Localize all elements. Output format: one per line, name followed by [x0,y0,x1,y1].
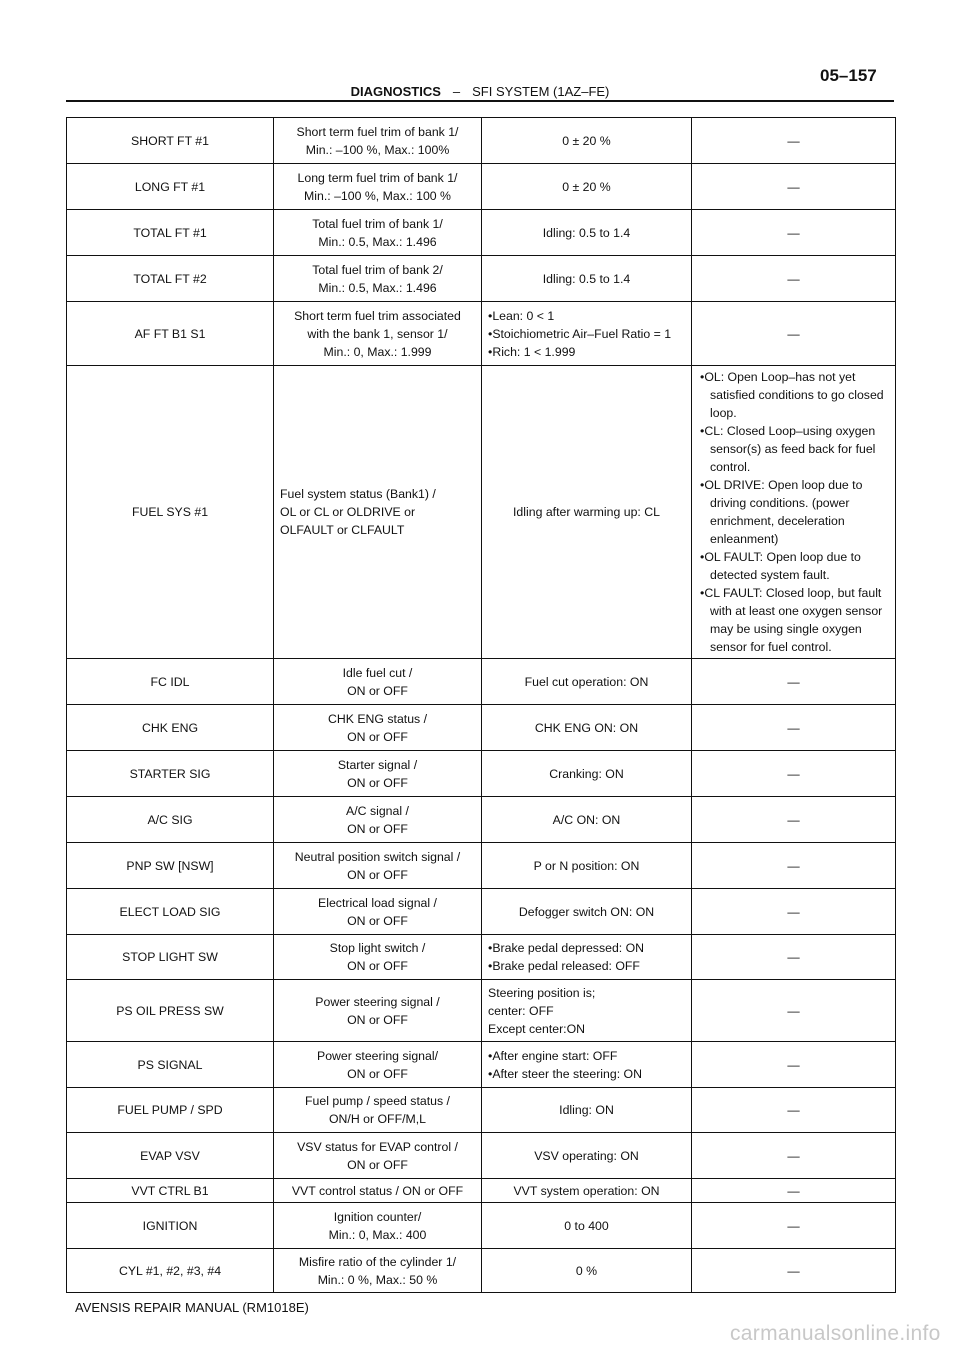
normal-condition-cell: VSV operating: ON [482,1133,692,1179]
normal-condition-cell: 0 % [482,1249,692,1293]
header-separator: – [452,84,461,99]
diagnostic-note-cell: — [692,210,896,256]
normal-condition-list [488,1047,685,1083]
list-item: • Lean: 0 < 1 [488,307,685,325]
manual-footer: AVENSIS REPAIR MANUAL (RM1018E) [75,1300,309,1315]
diagnostic-data-table [66,117,896,1293]
item-cell: EVAP VSV [67,1133,274,1179]
item-cell: ELECT LOAD SIG [67,889,274,935]
table-row [67,797,896,843]
item-cell: FUEL SYS #1 [67,366,274,659]
table-row [67,1088,896,1133]
measurement-cell: Power steering signal/ ON or OFF [274,1042,482,1088]
table-row [67,118,896,164]
list-item: • CL FAULT: Closed loop, but fault with at least one oxygen sensor may be using single oxygen sensor for fuel control. [698,584,889,656]
diagnostic-note-cell: — [692,302,896,366]
normal-condition-cell [482,302,692,366]
item-cell: FUEL PUMP / SPD [67,1088,274,1133]
normal-condition-cell: CHK ENG ON: ON [482,705,692,751]
table-row [67,751,896,797]
measurement-cell: Fuel pump / speed status / ON/H or OFF/M,L [274,1088,482,1133]
normal-condition-list [488,939,685,975]
table-row [67,705,896,751]
diagnostic-note-cell: — [692,1249,896,1293]
header-rule [66,100,894,102]
diagnostic-note-cell: — [692,1203,896,1249]
normal-condition-cell: P or N position: ON [482,843,692,889]
item-cell: A/C SIG [67,797,274,843]
diagnostic-note-cell: — [692,256,896,302]
measurement-cell: Idle fuel cut / ON or OFF [274,659,482,705]
item-cell: STARTER SIG [67,751,274,797]
measurement-cell: Total fuel trim of bank 1/ Min.: 0.5, Max.: 1.496 [274,210,482,256]
diagnostic-note-cell: — [692,164,896,210]
item-cell: SHORT FT #1 [67,118,274,164]
measurement-cell: Total fuel trim of bank 2/ Min.: 0.5, Max.: 1.496 [274,256,482,302]
list-item: • OL: Open Loop–has not yet satisfied conditions to go closed loop. [698,368,889,422]
diagnostic-note-cell: — [692,935,896,980]
page-header [0,84,960,99]
measurement-cell: Short term fuel trim associated with the bank 1, sensor 1/ Min.: 0, Max.: 1.999 [274,302,482,366]
diagnostic-note-cell [692,366,896,659]
normal-condition-cell: Fuel cut operation: ON [482,659,692,705]
measurement-cell: Long term fuel trim of bank 1/ Min.: –100 %, Max.: 100 % [274,164,482,210]
fuel-system-status-list [698,368,889,656]
list-item: • Stoichiometric Air–Fuel Ratio = 1 [488,325,685,343]
normal-condition-cell: Steering position is; center: OFF Except center:ON [482,980,692,1042]
measurement-cell: Starter signal / ON or OFF [274,751,482,797]
normal-condition-cell: VVT system operation: ON [482,1179,692,1203]
normal-condition-cell: 0 ± 20 % [482,118,692,164]
diagnostic-note-cell: — [692,1133,896,1179]
table-row [67,1042,896,1088]
measurement-cell: Ignition counter/ Min.: 0, Max.: 400 [274,1203,482,1249]
normal-condition-cell [482,935,692,980]
item-cell: TOTAL FT #2 [67,256,274,302]
diagnostic-note-cell: — [692,889,896,935]
header-section: DIAGNOSTICS [350,84,441,99]
table-row [67,935,896,980]
table-row [67,164,896,210]
measurement-cell: A/C signal / ON or OFF [274,797,482,843]
item-cell: CHK ENG [67,705,274,751]
measurement-cell: Fuel system status (Bank1) / OL or CL or OLDRIVE or OLFAULT or CLFAULT [274,366,482,659]
item-cell: IGNITION [67,1203,274,1249]
list-item: • After engine start: OFF [488,1047,685,1065]
normal-condition-cell: Cranking: ON [482,751,692,797]
table-row [67,210,896,256]
diagnostic-note-cell: — [692,1042,896,1088]
normal-condition-cell: Idling: 0.5 to 1.4 [482,210,692,256]
list-item: • OL DRIVE: Open loop due to driving conditions. (power enrichment, deceleration enleanment) [698,476,889,548]
measurement-cell: Short term fuel trim of bank 1/ Min.: –100 %, Max.: 100% [274,118,482,164]
normal-condition-cell: 0 ± 20 % [482,164,692,210]
list-item: • Rich: 1 < 1.999 [488,343,685,361]
table-row [67,843,896,889]
measurement-cell: Power steering signal / ON or OFF [274,980,482,1042]
list-item: • After steer the steering: ON [488,1065,685,1083]
normal-condition-cell: Idling after warming up: CL [482,366,692,659]
normal-condition-cell: 0 to 400 [482,1203,692,1249]
item-cell: AF FT B1 S1 [67,302,274,366]
measurement-cell: CHK ENG status / ON or OFF [274,705,482,751]
diagnostic-note-cell: — [692,659,896,705]
header-subsection: SFI SYSTEM (1AZ–FE) [472,84,610,99]
table-row [67,1203,896,1249]
diagnostic-note-cell: — [692,797,896,843]
item-cell: FC IDL [67,659,274,705]
diagnostic-note-cell: — [692,980,896,1042]
list-item: • Brake pedal released: OFF [488,957,685,975]
normal-condition-cell: Idling: ON [482,1088,692,1133]
item-cell: PS SIGNAL [67,1042,274,1088]
table-row [67,366,896,659]
list-item: • OL FAULT: Open loop due to detected system fault. [698,548,889,584]
item-cell: CYL #1, #2, #3, #4 [67,1249,274,1293]
measurement-cell: VSV status for EVAP control / ON or OFF [274,1133,482,1179]
page-number: 05–157 [820,66,877,85]
normal-condition-cell: A/C ON: ON [482,797,692,843]
table-row [67,1133,896,1179]
normal-condition-cell: Idling: 0.5 to 1.4 [482,256,692,302]
item-cell: PNP SW [NSW] [67,843,274,889]
diagnostic-note-cell: — [692,1179,896,1203]
measurement-cell: Electrical load signal / ON or OFF [274,889,482,935]
diagnostic-note-cell: — [692,1088,896,1133]
list-item: • Brake pedal depressed: ON [488,939,685,957]
measurement-cell: Misfire ratio of the cylinder 1/ Min.: 0 %, Max.: 50 % [274,1249,482,1293]
measurement-cell: Neutral position switch signal / ON or OFF [274,843,482,889]
table-row [67,302,896,366]
diagnostic-note-cell: — [692,843,896,889]
item-cell: PS OIL PRESS SW [67,980,274,1042]
diagnostic-note-cell: — [692,705,896,751]
list-item: • CL: Closed Loop–using oxygen sensor(s) as feed back for fuel control. [698,422,889,476]
table-row [67,659,896,705]
measurement-cell: VVT control status / ON or OFF [274,1179,482,1203]
table-row [67,980,896,1042]
normal-condition-cell [482,1042,692,1088]
item-cell: LONG FT #1 [67,164,274,210]
table-row [67,1179,896,1203]
diagnostic-note-cell: — [692,118,896,164]
diagnostic-note-cell: — [692,751,896,797]
normal-condition-list [488,307,685,361]
item-cell: TOTAL FT #1 [67,210,274,256]
normal-condition-cell: Defogger switch ON: ON [482,889,692,935]
watermark: carmanualsonline.info [730,1322,941,1345]
measurement-cell: Stop light switch / ON or OFF [274,935,482,980]
table-row [67,256,896,302]
table-row [67,889,896,935]
item-cell: VVT CTRL B1 [67,1179,274,1203]
item-cell: STOP LIGHT SW [67,935,274,980]
table-row [67,1249,896,1293]
